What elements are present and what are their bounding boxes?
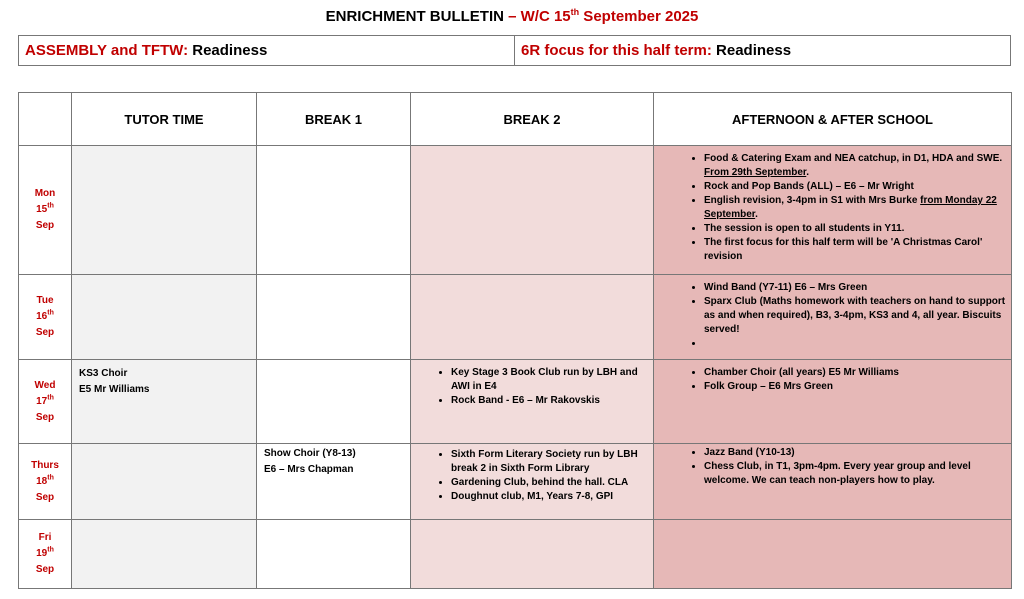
mon-after-cell — [654, 146, 1012, 275]
list-item: • The session is open to all students in Y11. — [704, 222, 1011, 236]
day-label-wed: Wed 17th Sep — [19, 360, 72, 444]
thu-after-cell — [654, 444, 1012, 520]
list-item: • Sixth Form Literary Society run by LBH break 2 in Sixth Form Library — [451, 448, 653, 476]
assembly-focus-cell — [19, 36, 515, 66]
list-item: • The first focus for this half term will be 'A Christmas Carol' revision — [704, 236, 1011, 264]
list-item: • Chamber Choir (all years) E5 Mr Williams — [704, 366, 1011, 380]
thu-break1-line-2: E6 – Mrs Chapman — [264, 464, 354, 475]
wed-tutor-line-1: KS3 Choir — [79, 368, 128, 379]
assembly-value: Readiness — [192, 42, 268, 59]
wed-after-list — [654, 366, 1011, 394]
row-tuesday — [19, 275, 1012, 360]
schedule-table — [18, 92, 1012, 589]
bulletin-title — [0, 8, 1024, 25]
fri-tutor-cell — [72, 520, 257, 589]
list-item: • Rock and Pop Bands (ALL) – E6 – Mr Wright — [704, 180, 1011, 194]
wed-break2-cell — [411, 360, 654, 444]
day-label-mon: Mon 15th Sep — [19, 146, 72, 275]
list-item: • Food & Catering Exam and NEA catchup, in D1, HDA and SWE. From 29th September. — [704, 152, 1011, 180]
header-break-2: BREAK 2 — [411, 93, 654, 146]
corner-cell — [19, 93, 72, 146]
day-label-thu: Thurs 18th Sep — [19, 444, 72, 520]
wed-tutor-line-2: E5 Mr Williams — [79, 384, 150, 395]
tue-after-cell — [654, 275, 1012, 360]
day-label-fri: Fri 19th Sep — [19, 520, 72, 589]
title-main: ENRICHMENT BULLETIN — [325, 8, 504, 25]
list-item: • Folk Group – E6 Mrs Green — [704, 380, 1011, 394]
mon-tutor-cell — [72, 146, 257, 275]
list-item: • Chess Club, in T1, 3pm-4pm. Every year group and level welcome. We can teach non-players how to play. — [704, 460, 1011, 488]
tue-break1-cell — [257, 275, 411, 360]
mon-break2-cell — [411, 146, 654, 275]
list-item: • Key Stage 3 Book Club run by LBH and AWI in E4 — [451, 366, 653, 394]
thu-after-list — [654, 446, 1011, 488]
list-item — [704, 337, 1011, 351]
thu-break2-cell — [411, 444, 654, 520]
tue-tutor-cell — [72, 275, 257, 360]
list-item: • English revision, 3-4pm in S1 with Mrs Burke from Monday 22 September. — [704, 194, 1011, 222]
header-afternoon: AFTERNOON & AFTER SCHOOL — [654, 93, 1012, 146]
tue-break2-cell — [411, 275, 654, 360]
thu-break2-list — [411, 448, 653, 504]
mon-break1-cell — [257, 146, 411, 275]
list-item: • Jazz Band (Y10-13) — [704, 446, 1011, 460]
row-monday — [19, 146, 1012, 275]
focus-table — [18, 35, 1011, 66]
row-wednesday — [19, 360, 1012, 444]
fri-break1-cell — [257, 520, 411, 589]
row-thursday — [19, 444, 1012, 520]
list-item: • Sparx Club (Maths homework with teachers on hand to support as and when required), B3, 3-4pm, KS3 and 4, all year. Biscuits served! — [704, 295, 1011, 337]
mon-after-list — [654, 152, 1011, 264]
row-friday — [19, 520, 1012, 589]
thu-break1-cell — [257, 444, 411, 520]
assembly-label: ASSEMBLY and TFTW: — [25, 42, 189, 59]
title-week: – W/C 15th September 2025 — [503, 7, 699, 25]
fri-after-cell — [654, 520, 1012, 589]
sixr-focus-cell — [515, 36, 1011, 66]
sixr-value: Readiness — [716, 42, 792, 59]
day-label-tue: Tue 16th Sep — [19, 275, 72, 360]
list-item: • Doughnut club, M1, Years 7-8, GPI — [451, 490, 653, 504]
fri-break2-cell — [411, 520, 654, 589]
sixr-label: 6R focus for this half term: — [521, 42, 712, 59]
list-item: • Gardening Club, behind the hall. CLA — [451, 476, 653, 490]
list-item: • Rock Band - E6 – Mr Rakovskis — [451, 394, 653, 408]
tue-after-list — [654, 281, 1011, 351]
wed-break1-cell — [257, 360, 411, 444]
wed-break2-list — [411, 366, 653, 408]
wed-after-cell — [654, 360, 1012, 444]
list-item: • Wind Band (Y7-11) E6 – Mrs Green — [704, 281, 1011, 295]
header-break-1: BREAK 1 — [257, 93, 411, 146]
wed-tutor-cell — [72, 360, 257, 444]
header-row — [19, 93, 1012, 146]
header-tutor-time: TUTOR TIME — [72, 93, 257, 146]
thu-tutor-cell — [72, 444, 257, 520]
thu-break1-line-1: Show Choir (Y8-13) — [264, 448, 356, 459]
